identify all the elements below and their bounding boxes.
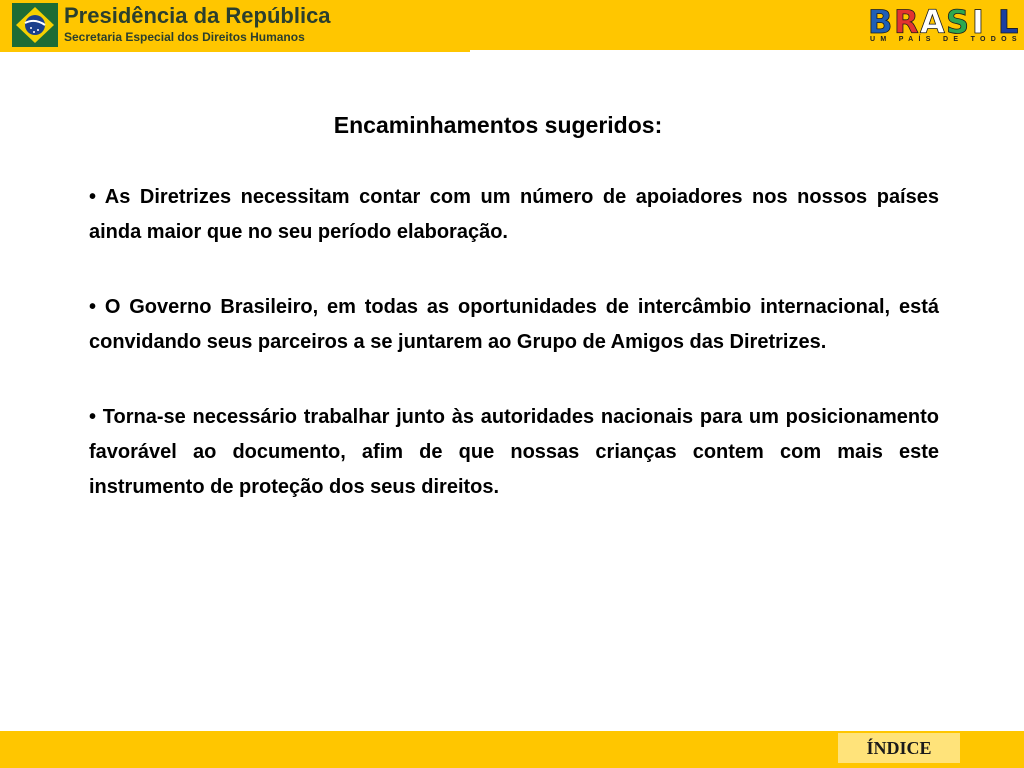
index-button[interactable]: ÍNDICE <box>838 733 960 763</box>
brasil-logo-letter: S <box>946 3 970 41</box>
government-subtitle: Secretaria Especial dos Direitos Humanos <box>64 30 305 44</box>
slide-title: Encaminhamentos sugeridos: <box>333 112 663 138</box>
slide-content <box>89 180 939 545</box>
bullet-point: • As Diretrizes necessitam contar com um número de apoiadores nos nossos países ainda maior que no seu período elaboração. <box>89 186 939 243</box>
header-bar <box>0 0 1024 50</box>
brasil-logo-letter: A <box>920 3 945 41</box>
bullet-point: • Torna-se necessário trabalhar junto às autoridades nacionais para um posicionamento favorável ao documento, afim de que nossas crianças contem com mais este instrumento de proteção dos seus direitos. <box>89 406 939 498</box>
brasil-logo-letter: B <box>868 3 893 41</box>
brazil-coat-of-arms-icon <box>12 3 58 47</box>
brasil-logo-letter: L <box>998 3 1019 41</box>
government-title: Presidência da República <box>64 3 331 28</box>
bullet-point: • O Governo Brasileiro, em todas as oportunidades de intercâmbio internacional, está convidando seus parceiros a se juntarem ao Grupo de Amigos das Diretrizes. <box>89 296 939 353</box>
header-divider <box>0 50 470 52</box>
brasil-logo-letter: I <box>972 3 984 41</box>
brasil-logo-letter: R <box>894 3 919 41</box>
brasil-logo-tagline: UM PAÍS DE TODOS <box>870 36 1022 43</box>
